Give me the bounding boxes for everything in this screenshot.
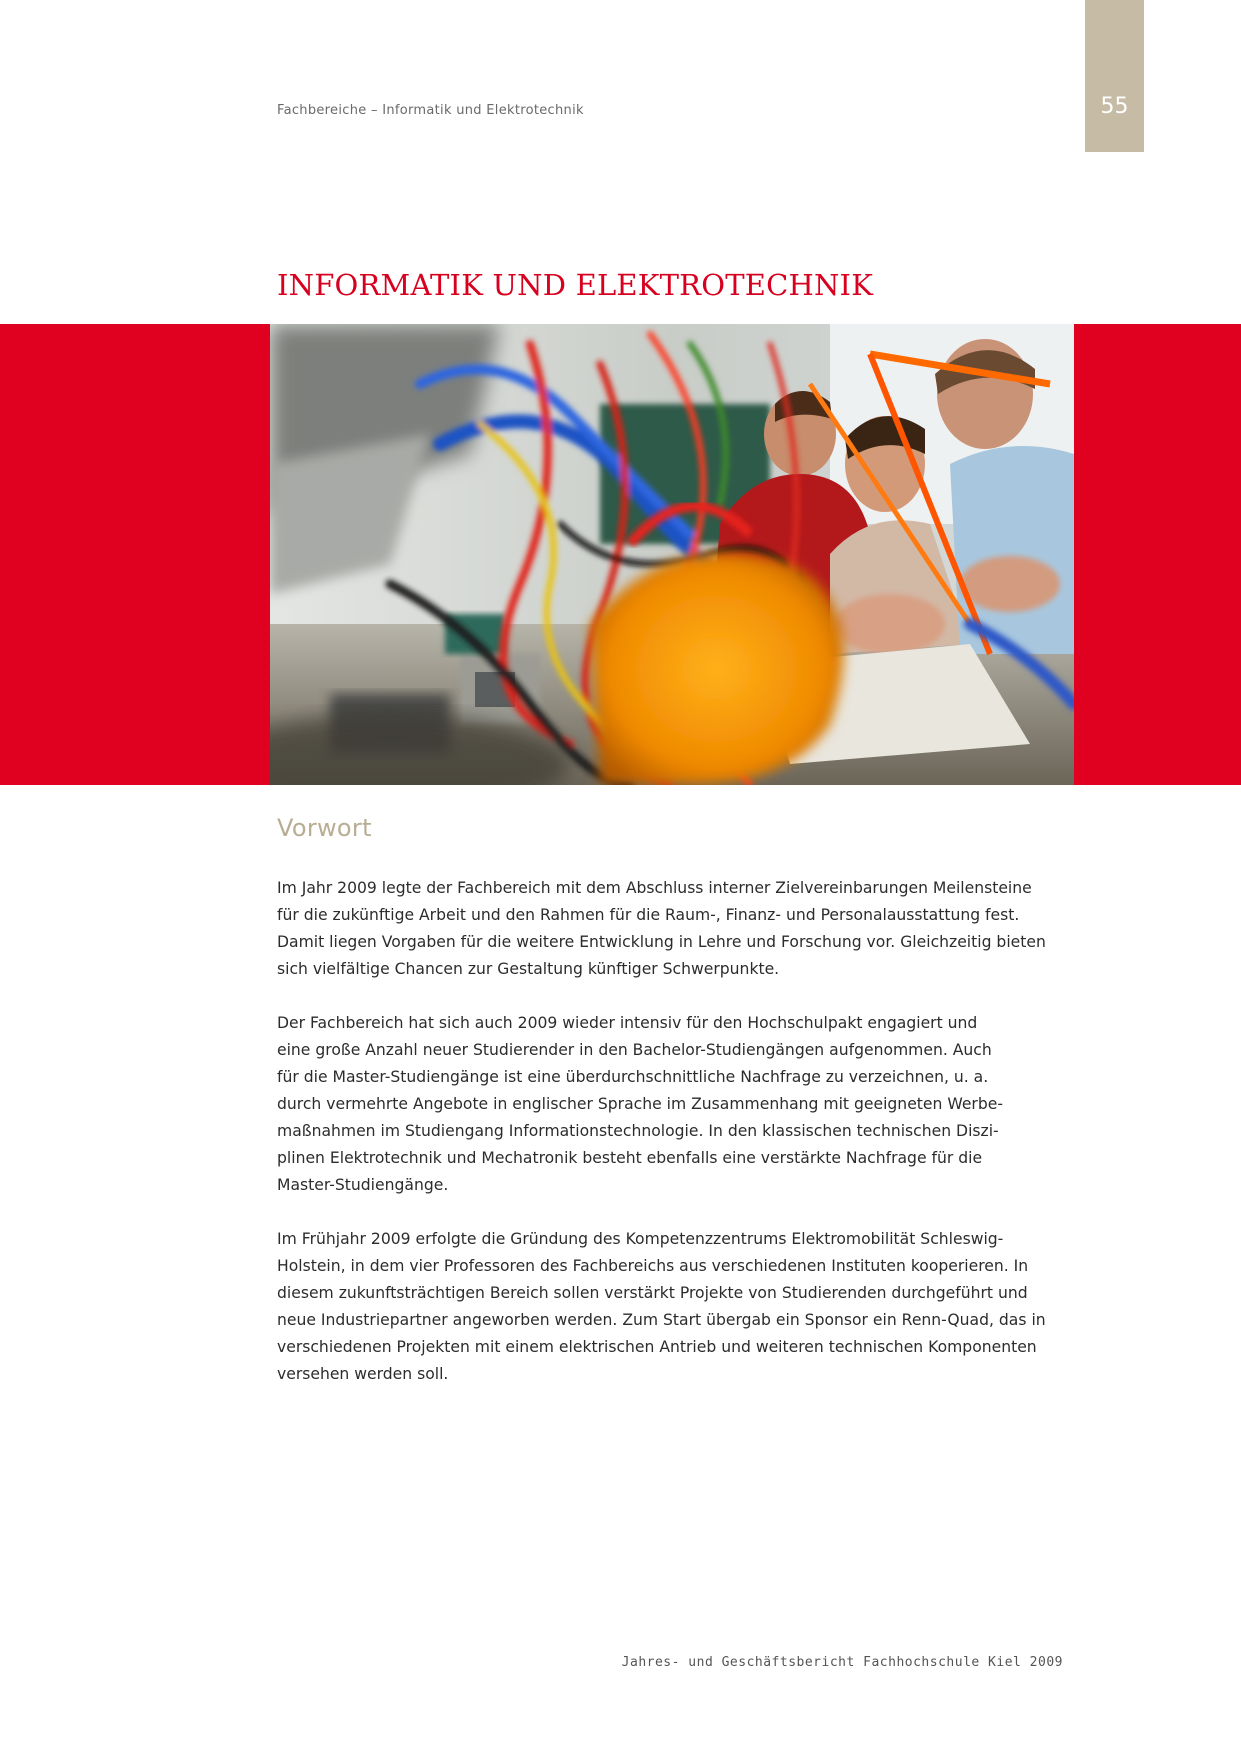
page-footer: Jahres- und Geschäftsbericht Fachhochschule Kiel 2009 (621, 1655, 1063, 1670)
text-line: Damit liegen Vorgaben für die weitere Entwicklung in Lehre und Forschung vor. Gleichzeitig bieten (277, 933, 1046, 951)
text-line: versehen werden soll. (277, 1365, 449, 1383)
text-line: Holstein, in dem vier Professoren des Fachbereichs aus verschiedenen Instituten kooperieren. In (277, 1257, 1029, 1275)
text-line: plinen Elektrotechnik und Mechatronik besteht ebenfalls eine verstärkte Nachfrage für die (277, 1149, 983, 1167)
text-line: maßnahmen im Studiengang Informationstechnologie. In den klassischen technischen Diszi- (277, 1122, 999, 1140)
text-line: verschiedenen Projekten mit einem elektrischen Antrieb und weiteren technischen Komponenten (277, 1338, 1037, 1356)
page-number-tab (1085, 0, 1144, 152)
running-header: Fachbereiche – Informatik und Elektrotechnik (277, 103, 584, 118)
text-line: sich vielfältige Chancen zur Gestaltung künftiger Schwerpunkte. (277, 960, 780, 978)
text-line: diesem zukunftsträchtigen Bereich sollen verstärkt Projekte von Studierenden durchgeführt und (277, 1284, 1028, 1302)
text-line: Im Jahr 2009 legte der Fachbereich mit dem Abschluss interner Zielvereinbarungen Meilensteine (277, 879, 1032, 897)
body-text (277, 875, 1077, 1415)
text-line: für die Master-Studiengänge ist eine überdurchschnittliche Nachfrage zu verzeichnen, u. a. (277, 1068, 989, 1086)
text-line: Master-Studiengänge. (277, 1176, 449, 1194)
text-line: neue Industriepartner angeworben werden. Zum Start übergab ein Sponsor ein Renn-Quad, das in (277, 1311, 1046, 1329)
paragraph-2 (277, 1010, 1077, 1199)
section-title: INFORMATIK UND ELEKTROTECHNIK (277, 268, 874, 302)
lab-photo-illustration (270, 324, 1074, 785)
lab-photo (270, 324, 1074, 785)
text-line: durch vermehrte Angebote in englischer Sprache im Zusammenhang mit geeigneten Werbe- (277, 1095, 1003, 1113)
paragraph-3 (277, 1226, 1077, 1388)
text-line: Der Fachbereich hat sich auch 2009 wieder intensiv für den Hochschulpakt engagiert und (277, 1014, 978, 1032)
text-line: für die zukünftige Arbeit und den Rahmen für die Raum-, Finanz- und Personalausstattung fest. (277, 906, 1020, 924)
section-subheading: Vorwort (277, 814, 372, 842)
page-number: 55 (1100, 94, 1129, 119)
paragraph-1 (277, 875, 1077, 983)
text-line: Im Frühjahr 2009 erfolgte die Gründung des Kompetenzzentrums Elektromobilität Schleswig- (277, 1230, 1004, 1248)
text-line: eine große Anzahl neuer Studierender in den Bachelor-Studiengängen aufgenommen. Auch (277, 1041, 992, 1059)
